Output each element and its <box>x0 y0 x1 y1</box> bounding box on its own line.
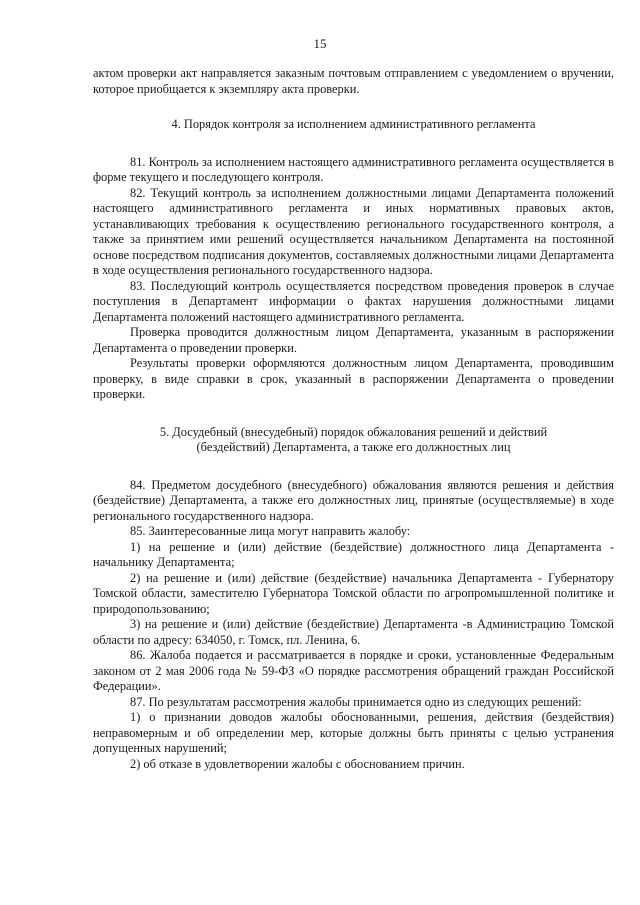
paragraph-87: 87. По результатам рассмотрения жалобы принимается одно из следующих решений: <box>130 694 582 709</box>
intro-paragraph: актом проверки акт направляется заказным почтовым отправлением с уведомлением о вручении, которое приобщается к экземпляру акта проверки. <box>93 66 614 96</box>
paragraph-inspection: Проверка проводится должностным лицом Департамента, указанным в распоряжении Департамента о проведении проверки. <box>93 325 614 355</box>
list-item-85-2: 2) на решение и (или) действие (бездействие) начальника Департамента - Губернатору Томской области, заместителю Губернатора Томской области по агропромышленной политике и природопользованию; <box>93 570 614 616</box>
section-5-heading-line-2: (бездействий) Департамента, а также его должностных лиц <box>196 440 511 454</box>
paragraph-83: 83. Последующий контроль осуществляется посредством проведения проверок в случае поступления в Департамент информации о фактах нарушения должностными лицами Департамента положений настоящего административного регламента. <box>93 278 614 324</box>
paragraph-results: Результаты проверки оформляются должностным лицом Департамента, проводившим проверку, в виде справки в срок, указанный в распоряжении Департамента о проведении проверки. <box>93 356 614 401</box>
section-4-heading: 4. Порядок контроля за исполнением административного регламента <box>171 117 536 131</box>
list-item-85-1: 1) на решение и (или) действие (бездействие) должностного лица Департамента - начальнику Департамента; <box>93 539 614 569</box>
list-item-87-2: 2) об отказе в удовлетворении жалобы с обоснованием причин. <box>130 756 465 771</box>
list-item-87-1: 1) о признании доводов жалобы обоснованными, решения, действия (бездействия) неправомерным и об определении мер, которые должны быть приняты с целью устранения допущенных нарушений; <box>93 710 614 755</box>
paragraph-84: 84. Предметом досудебного (внесудебного) обжалования являются решения и действия (бездействие) Департамента, а также его должностных лиц, принятые (осуществляемые) в ходе регионального государственного надзора. <box>93 477 614 523</box>
list-item-85-3: 3) на решение и (или) действие (бездействие) Департамента -в Администрацию Томской области по адресу: 634050, г. Томск, пл. Ленина, 6. <box>93 617 614 647</box>
page-number: 15 <box>313 36 327 51</box>
paragraph-86: 86. Жалоба подается и рассматривается в порядке и сроки, установленные Федеральным законом от 2 мая 2006 года № 59-ФЗ «О порядке рассмотрения обращений граждан Российской Федерации». <box>93 648 614 693</box>
section-5-heading-line-1: 5. Досудебный (внесудебный) порядок обжалования решений и действий <box>159 424 548 439</box>
paragraph-82: 82. Текущий контроль за исполнением должностными лицами Департамента положений настоящего административного регламента и иных нормативных правовых актов, устанавливающих требования к осуществлению регионального государственного контроля, а также за принятием ими решений осуществляется начальником Департамента на постоянной основе посредством подписания документов, составляемых должностными лицами Департамента в ходе осуществления регионального государственного надзора. <box>93 185 614 277</box>
document-body <box>93 66 614 772</box>
paragraph-85: 85. Заинтересованные лица могут направить жалобу: <box>130 524 411 538</box>
paragraph-81: 81. Контроль за исполнением настоящего административного регламента осуществляется в форме текущего и последующего контроля. <box>93 154 614 184</box>
